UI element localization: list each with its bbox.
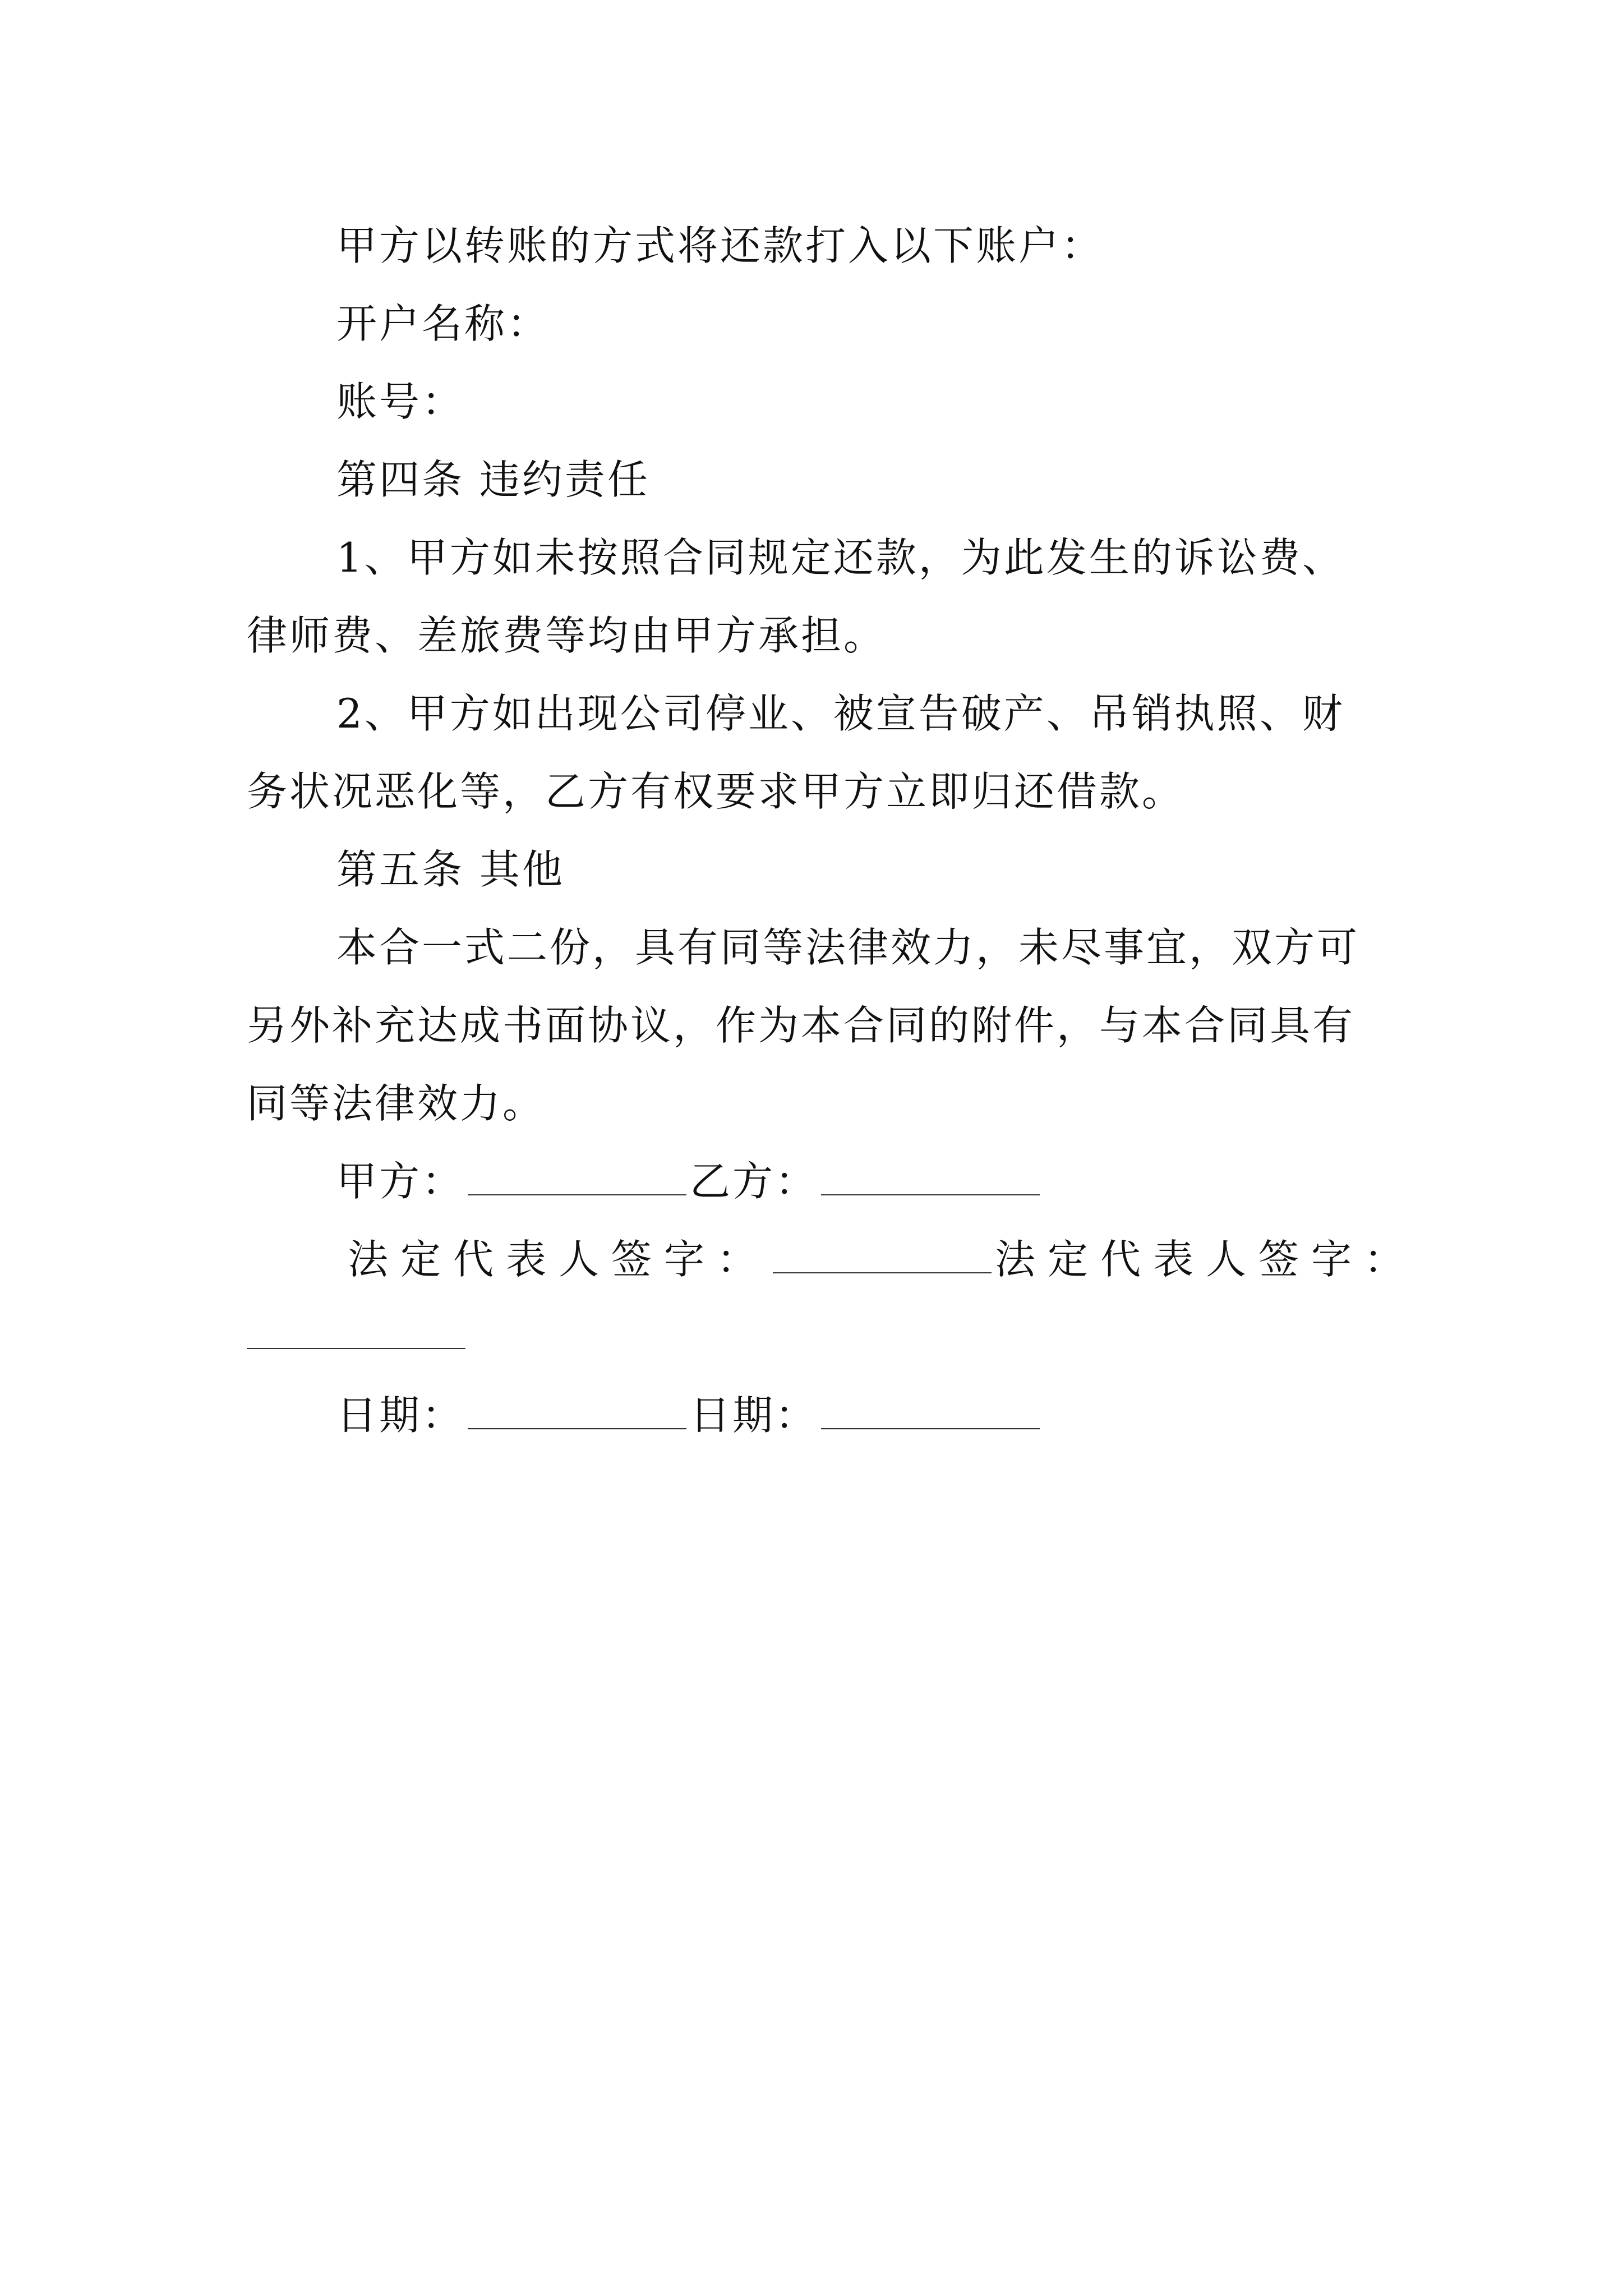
party-a-date-blank[interactable] (468, 1395, 686, 1429)
article-4-clause-1-line-1: 1、甲方如未按照合同规定还款，为此发生的诉讼费、 (336, 534, 1345, 581)
party-b-rep-sign-blank[interactable] (247, 1314, 465, 1349)
party-b-rep-sign-label: 法定代表人签字： (995, 1236, 1417, 1283)
date-row (336, 1387, 1481, 1443)
party-a-date-label: 日期： (336, 1392, 465, 1439)
article-4-clause-2-line-1: 2、甲方如出现公司停业、被宣告破产、吊销执照、财 (336, 690, 1345, 737)
account-name-label: 开户名称： (336, 300, 550, 347)
party-a-blank[interactable] (468, 1161, 686, 1195)
article-4-title: 第四条 违约责任 (336, 456, 650, 503)
article-5-paragraph-line-3: 同等法律效力。 (247, 1080, 546, 1127)
party-b-label: 乙方： (690, 1158, 818, 1205)
article-5-paragraph-line-1: 本合一式二份，具有同等法律效力，未尽事宜，双方可 (336, 924, 1360, 971)
party-a-rep-sign-blank[interactable] (773, 1239, 992, 1273)
rep-signature-continuation (247, 1307, 1391, 1363)
party-b-date-label: 日期： (690, 1392, 818, 1439)
article-5-paragraph-line-2: 另外补充达成书面协议，作为本合同的附件，与本合同具有 (247, 1002, 1355, 1049)
rep-signature-row (348, 1231, 1492, 1287)
party-b-blank[interactable] (821, 1161, 1040, 1195)
article-4-clause-2-line-2: 务状况恶化等，乙方有权要求甲方立即归还借款。 (247, 768, 1185, 815)
article-4-clause-1-line-2: 律师费、差旅费等均由甲方承担。 (247, 612, 887, 659)
article-5-title: 第五条 其他 (336, 846, 565, 893)
account-number-label: 账号： (336, 378, 465, 425)
party-b-date-blank[interactable] (821, 1395, 1040, 1429)
party-a-label: 甲方： (336, 1158, 465, 1205)
party-signature-row (336, 1153, 1481, 1209)
party-a-rep-sign-label: 法定代表人签字： (348, 1236, 770, 1283)
transfer-note: 甲方以转账的方式将还款打入以下账户： (336, 222, 1104, 269)
